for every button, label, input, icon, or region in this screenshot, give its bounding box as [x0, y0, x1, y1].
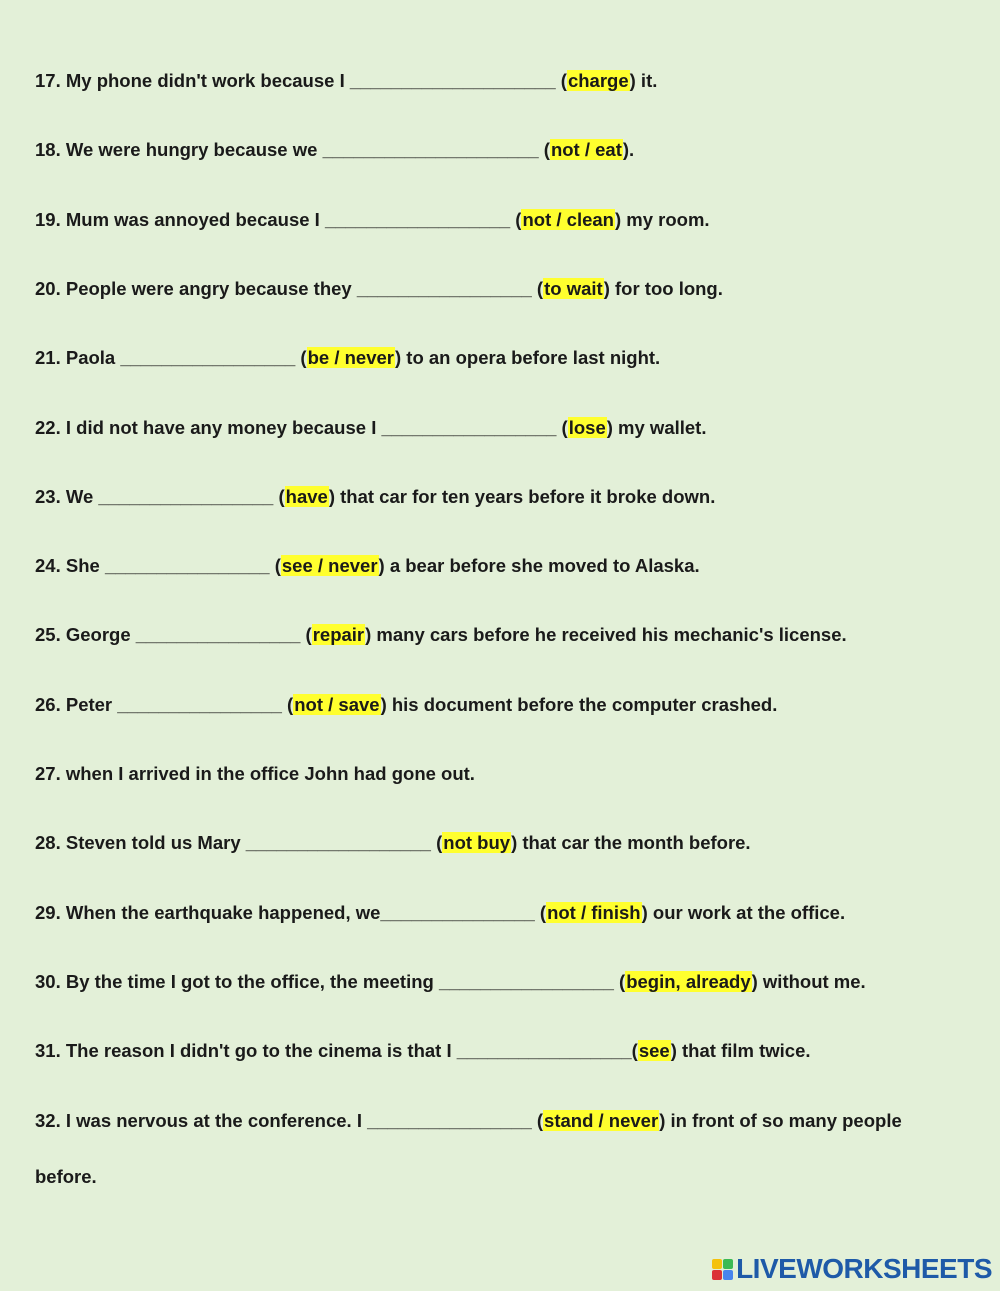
- exercise-text: ) that car the month before.: [511, 832, 751, 854]
- exercise-item: [35, 1108, 902, 1187]
- exercise-text: 18. We were hungry because we: [35, 139, 323, 161]
- verb-hint: not / save: [294, 693, 380, 715]
- exercise-text: 20. People were angry because they: [35, 277, 357, 299]
- exercise-item: [35, 484, 715, 510]
- answer-blank: _____________________: [322, 139, 539, 161]
- exercise-text: (: [556, 416, 568, 438]
- liveworksheets-logo: [712, 1253, 992, 1285]
- exercise-text: 17. My phone didn't work because I: [35, 70, 350, 91]
- exercise-item: [35, 1038, 811, 1064]
- exercise-item: [35, 276, 723, 302]
- exercise-text: ) my room.: [614, 208, 710, 230]
- exercise-item: [35, 68, 657, 94]
- answer-blank: _________________: [438, 970, 614, 992]
- exercise-text: ) it.: [629, 70, 658, 91]
- answer-blank: _______________: [380, 901, 535, 923]
- exercise-text: ) his document before the computer crashed.: [380, 693, 778, 715]
- verb-hint: not / eat: [550, 139, 622, 161]
- exercise-text: (: [430, 832, 443, 854]
- verb-hint: begin, already: [626, 970, 751, 992]
- answer-blank: _________________: [381, 416, 557, 438]
- exercise-text: ) that car for ten years before it broke down.: [328, 485, 716, 507]
- exercise-text: 21. Paola: [35, 347, 121, 369]
- answer-blank: _________________: [356, 277, 532, 299]
- exercise-text: 27. when I arrived in the office John had gone out.: [35, 763, 475, 784]
- exercise-text: (: [538, 139, 550, 161]
- answer-blank: _________________: [98, 485, 274, 507]
- exercise-item: [35, 415, 706, 441]
- exercise-text: 29. When the earthquake happened, we: [35, 901, 381, 923]
- exercise-item: [35, 900, 845, 926]
- verb-hint: to wait: [544, 277, 603, 299]
- verb-hint: see: [638, 1040, 670, 1062]
- exercise-item: [35, 969, 866, 995]
- verb-hint: have: [285, 485, 328, 507]
- exercise-text: (: [300, 624, 312, 646]
- verb-hint: not / finish: [547, 901, 641, 923]
- exercise-text: ) our work at the office.: [641, 901, 846, 923]
- exercise-text: ) that film twice.: [670, 1040, 811, 1062]
- exercise-text: ) without me.: [751, 970, 866, 992]
- exercise-text: ) to an opera before last night.: [394, 347, 661, 369]
- exercise-text: (: [269, 555, 281, 577]
- verb-hint: charge: [567, 70, 629, 91]
- exercise-text: ) a bear before she moved to Alaska.: [378, 555, 700, 577]
- exercise-text: (: [510, 208, 522, 230]
- exercise-text: (: [613, 970, 626, 992]
- verb-hint: not / clean: [522, 208, 614, 230]
- exercise-text: (: [273, 485, 285, 507]
- exercise-item: [35, 622, 847, 648]
- answer-blank: ________________: [104, 555, 270, 577]
- exercise-item: [35, 692, 777, 718]
- exercise-text: (: [555, 70, 567, 91]
- exercise-item: [35, 830, 751, 856]
- exercise-text: 26. Peter: [35, 693, 118, 715]
- verb-hint: be / never: [307, 347, 394, 369]
- verb-hint: repair: [312, 624, 365, 646]
- logo-text: LIVEWORKSHEETS: [736, 1253, 992, 1284]
- exercise-text: ).: [622, 139, 635, 161]
- exercise-continuation: before.: [35, 1165, 97, 1187]
- answer-blank: _________________: [456, 1040, 632, 1062]
- exercise-text: ) many cars before he received his mechanic's license.: [365, 624, 847, 646]
- exercise-item: [35, 761, 475, 787]
- exercise-text: ) in front of so many people: [659, 1109, 902, 1131]
- exercise-item: [35, 207, 710, 233]
- exercise-text: 32. I was nervous at the conference. I: [35, 1109, 368, 1131]
- exercise-text: 19. Mum was annoyed because I: [35, 208, 325, 230]
- exercise-text: ) for too long.: [603, 277, 723, 299]
- answer-blank: ________________: [117, 693, 282, 715]
- answer-blank: __________________: [324, 208, 511, 230]
- verb-hint: lose: [568, 416, 606, 438]
- answer-blank: __________________: [245, 832, 431, 854]
- verb-hint: stand / never: [544, 1109, 659, 1131]
- exercise-text: 28. Steven told us Mary: [35, 832, 246, 854]
- exercise-item: [35, 137, 634, 163]
- exercise-text: (: [531, 1109, 544, 1131]
- exercise-text: 24. She: [35, 555, 105, 577]
- answer-blank: ____________________: [349, 70, 556, 91]
- exercise-text: 23. We: [35, 485, 99, 507]
- exercise-text: 30. By the time I got to the office, the meeting: [35, 970, 439, 992]
- exercise-text: 22. I did not have any money because I: [35, 416, 382, 438]
- answer-blank: ________________: [135, 624, 301, 646]
- exercise-text: (: [295, 347, 307, 369]
- exercise-text: (: [631, 1040, 638, 1062]
- verb-hint: not buy: [443, 832, 511, 854]
- exercise-text: 25. George: [35, 624, 136, 646]
- logo-icon: [712, 1259, 733, 1280]
- exercise-text: 31. The reason I didn't go to the cinema is that I: [35, 1040, 457, 1062]
- exercise-text: (: [281, 693, 294, 715]
- exercise-text: (: [534, 901, 547, 923]
- exercise-item: [35, 553, 700, 579]
- exercise-item: [35, 345, 660, 371]
- answer-blank: _________________: [120, 347, 296, 369]
- verb-hint: see / never: [281, 555, 378, 577]
- exercise-text: (: [531, 277, 544, 299]
- answer-blank: ________________: [367, 1109, 532, 1131]
- exercise-text: ) my wallet.: [606, 416, 707, 438]
